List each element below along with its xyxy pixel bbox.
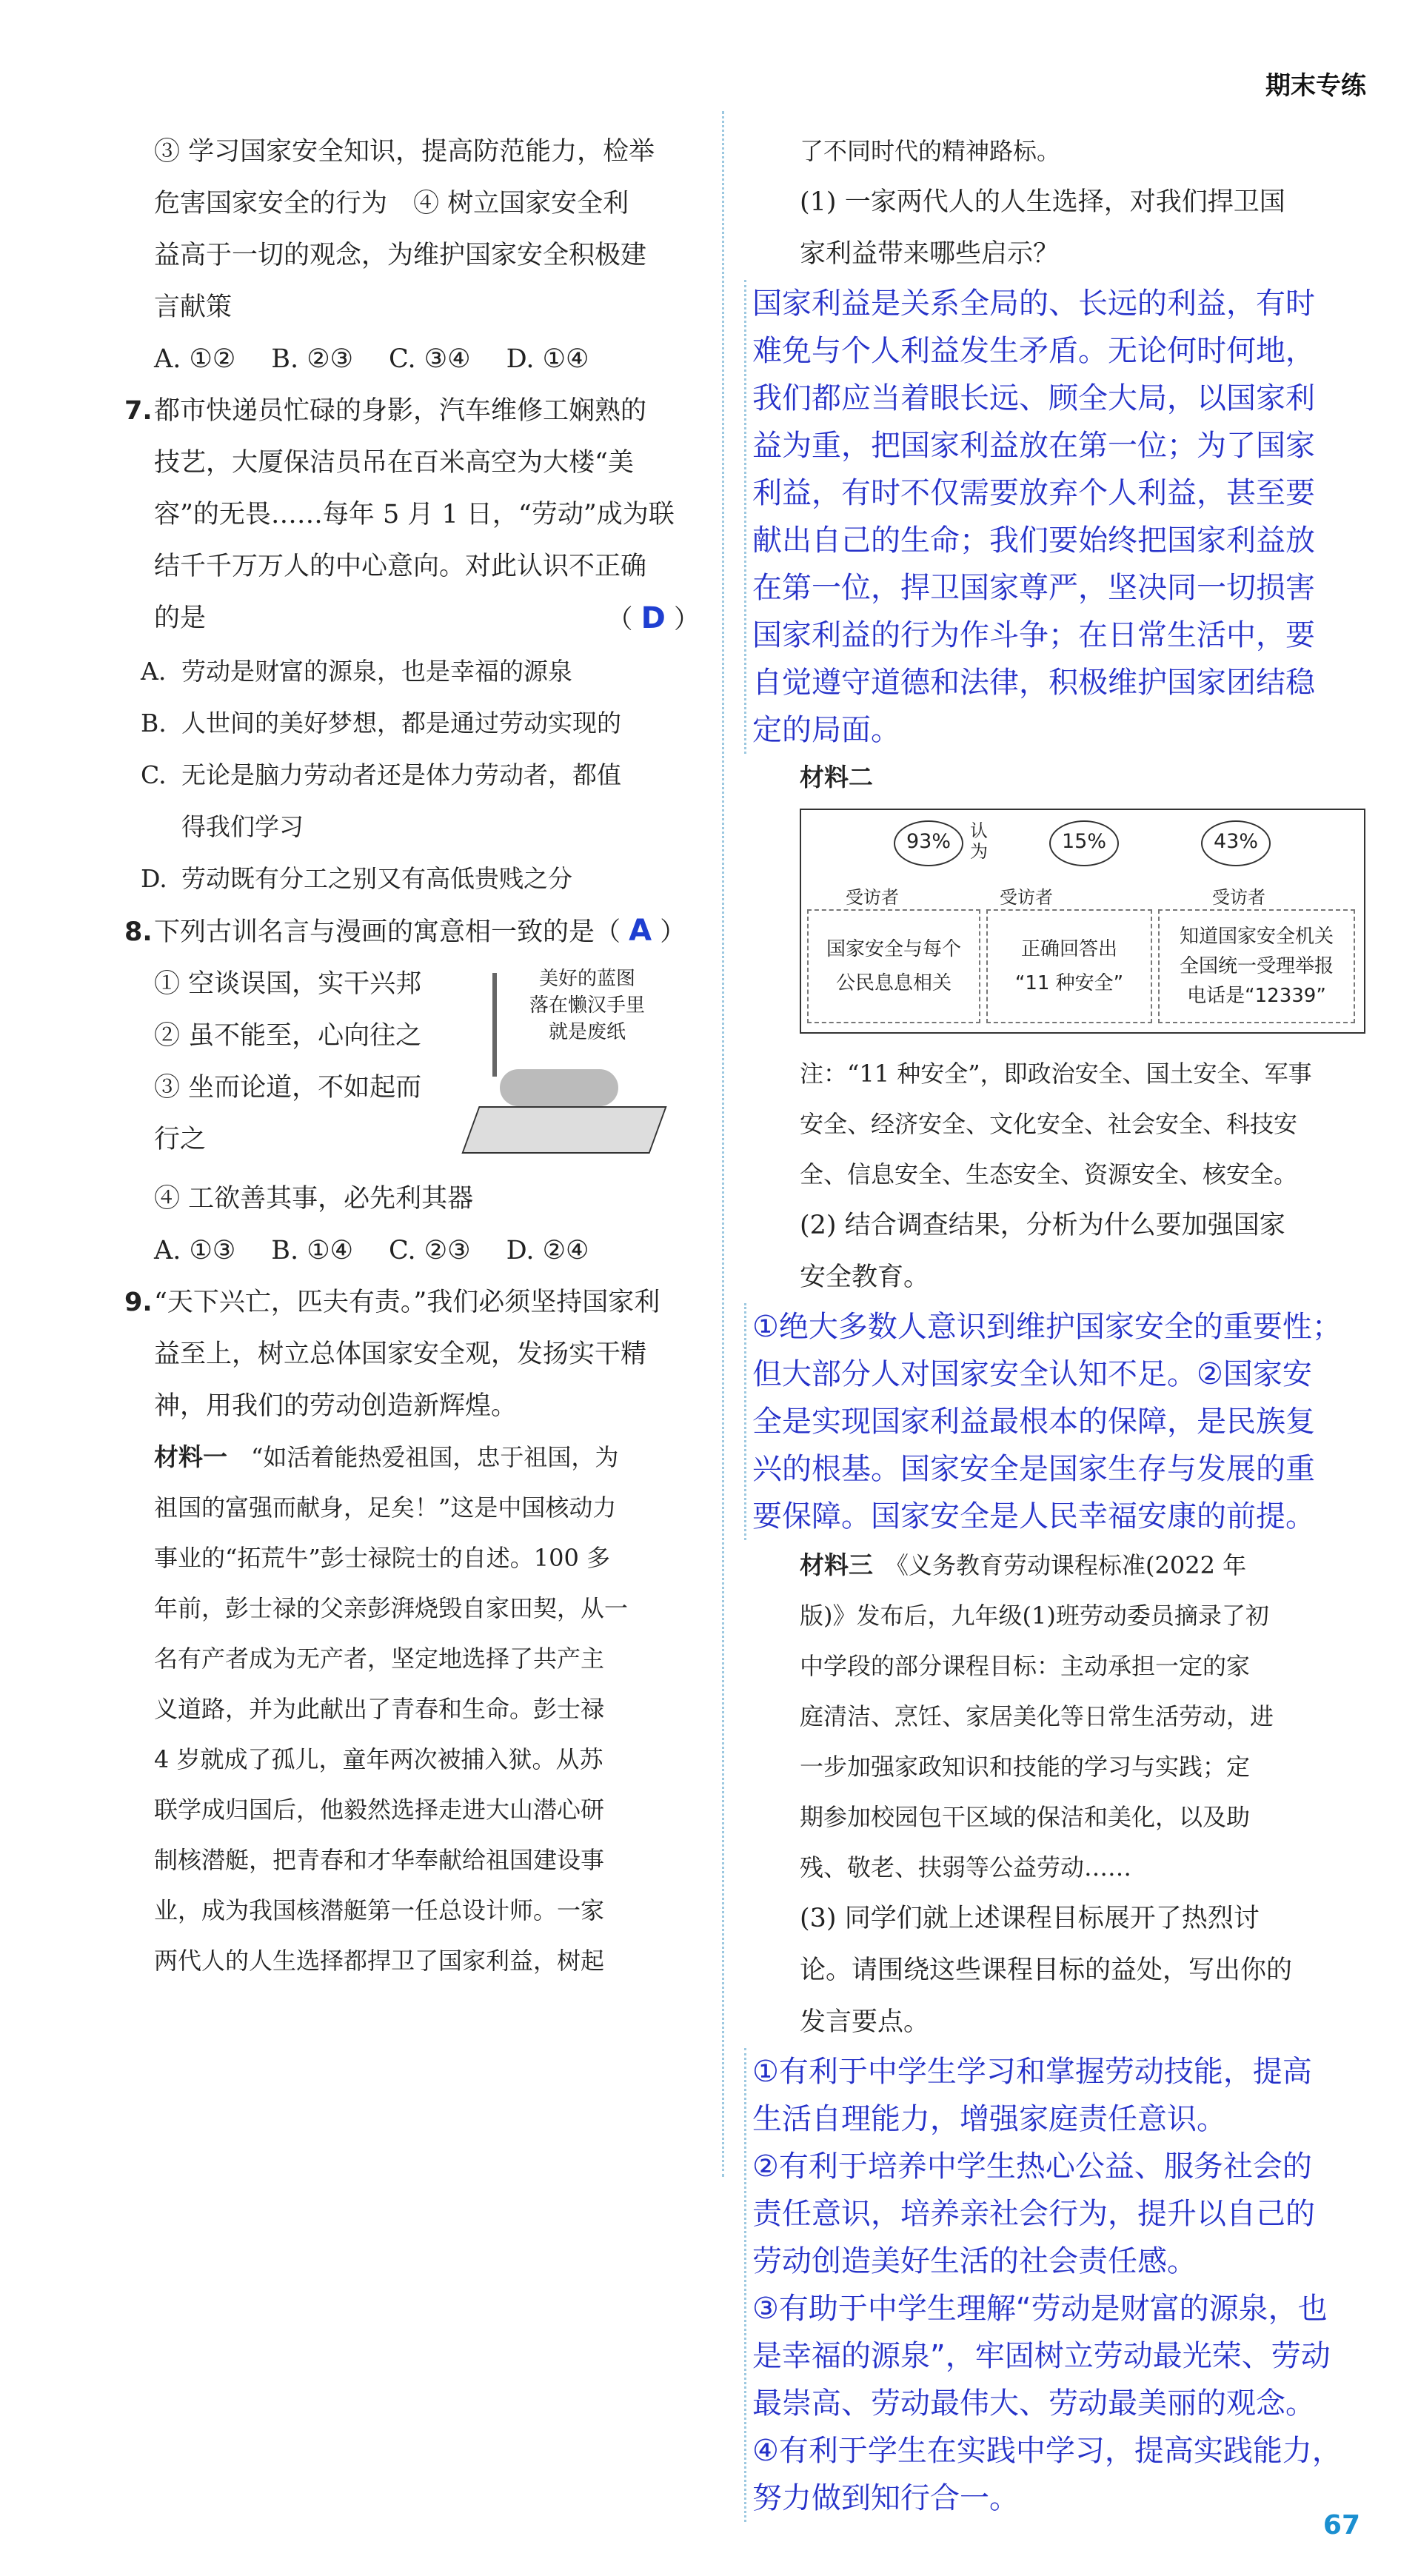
material1-line: 制核潜艇，把青春和才华奉献给祖国建设事 — [154, 1846, 605, 1874]
question-number: 8. — [124, 917, 153, 947]
question-number: 9. — [124, 1288, 153, 1317]
interviewee-label: 受访者 — [846, 887, 899, 908]
q7-stem — [126, 385, 700, 437]
answer-slot: （ D ） — [606, 601, 700, 635]
stem-line: 容”的无畏……每年 5 月 1 日，“劳动”成为联 — [154, 500, 675, 529]
q8-item: ③ 坐而论道，不如起而 — [154, 1073, 422, 1103]
material3-line: 庭清洁、烹饪、家居美化等日常生活劳动，进 — [800, 1702, 1274, 1730]
left-column — [126, 126, 700, 1986]
page-number: 67 — [1322, 2510, 1360, 2540]
material3-title: 材料三 — [800, 1550, 873, 1579]
cell-line: 知道国家安全机关 — [1179, 926, 1334, 948]
option: D. ①④ — [506, 344, 589, 374]
stem-line: 益至上，树立总体国家安全观，发扬实干精 — [154, 1339, 647, 1369]
option-text: 劳动是财富的源泉，也是幸福的源泉 — [181, 657, 572, 686]
question-number: 7. — [124, 396, 153, 426]
answer-line: 是幸福的源泉”，牢固树立劳动最光荣、劳动 — [752, 2339, 1331, 2373]
cell-line: 公民息息相关 — [835, 972, 952, 994]
q8-item: ① 空谈误国，实干兴邦 — [154, 969, 422, 999]
answer-line: ②有利于培养中学生热心公益、服务社会的 — [752, 2150, 1312, 2184]
option: D. ②④ — [506, 1236, 589, 1265]
question-1: (1) 一家两代人的人生选择，对我们捍卫国 — [800, 187, 1285, 217]
note-line: 安全、经济安全、文化安全、社会安全、科技安 — [800, 1110, 1298, 1138]
answer-line: 国家利益的行为作斗争；在日常生活中，要 — [752, 618, 1315, 652]
material3-line: 残、敬老、扶弱等公益劳动…… — [800, 1853, 1132, 1881]
answer-line: 我们都应当着眼长远、顾全大局，以国家利 — [752, 381, 1315, 415]
cell-line: “11 种安全” — [1014, 972, 1124, 994]
material1-line: 业，成为我国核潜艇第一任总设计师。一家 — [154, 1896, 605, 1924]
cell-line: 电话是“12339” — [1187, 985, 1326, 1007]
material3-line — [744, 1540, 1366, 1590]
material-text: “如活着能热爱祖国，忠于祖国，为 — [251, 1443, 619, 1471]
answer-line: 全是实现国家利益最根本的保障，是民族复 — [752, 1405, 1315, 1439]
q8-item: ④ 工欲善其事，必先利其器 — [154, 1184, 474, 1214]
material1-tail: 了不同时代的精神路标。 — [800, 137, 1061, 165]
caption-line: 美好的蓝图 — [539, 968, 636, 990]
q6-tail-line: ③ 学习国家安全知识，提高防范能力，检举 — [154, 137, 655, 167]
survey-figure — [800, 809, 1365, 1034]
answer-line: 最崇高、劳动最伟大、劳动最美丽的观念。 — [752, 2386, 1315, 2421]
material1-line: 事业的“拓荒牛”彭士禄院士的自述。100 多 — [154, 1544, 610, 1572]
option-text: 劳动既有分工之别又有高低贵贱之分 — [181, 864, 572, 893]
pct-bubble: 15% — [1049, 820, 1119, 866]
cell-line: 全国统一受理举报 — [1179, 955, 1334, 977]
material1-line: 联学成归国后，他毅然选择走进大山潜心研 — [154, 1796, 605, 1824]
question-2-cont: 安全教育。 — [800, 1262, 930, 1292]
interviewee-label: 受访者 — [1212, 887, 1265, 908]
material1-line — [126, 1432, 700, 1482]
material1-line: 祖国的富强而献身，足矣！”这是中国核动力 — [154, 1493, 617, 1522]
answer-line: 劳动创造美好生活的社会责任感。 — [752, 2244, 1197, 2278]
cell-line: 国家安全与每个 — [826, 938, 961, 960]
side-char: 为 — [970, 841, 988, 862]
note-line: 全、信息安全、生态安全、资源安全、核安全。 — [800, 1160, 1298, 1188]
question-2: (2) 结合调查结果，分析为什么要加强国家 — [800, 1211, 1285, 1240]
option-label: A. — [141, 657, 167, 686]
survey-cell — [807, 909, 980, 1023]
material3-line: 一步加强家政知识和技能的学习与实践；定 — [800, 1753, 1251, 1781]
option-line — [126, 749, 700, 801]
stem-line: 都市快递员忙碌的身影，汽车维修工娴熟的 — [154, 396, 647, 426]
option-label: B. — [141, 709, 167, 737]
material1-line: 年前，彭士禄的父亲彭湃烧毁自家田契，从一 — [154, 1594, 629, 1622]
note-line: 注：“11 种安全”，即政治安全、国土安全、军事 — [800, 1060, 1312, 1088]
option: A. ①③ — [154, 1236, 236, 1265]
option: B. ①④ — [271, 1236, 354, 1265]
column-divider — [722, 111, 724, 2177]
stem-line-last — [126, 592, 700, 646]
cell-line: 正确回答出 — [1020, 938, 1117, 960]
option-label: D. — [141, 864, 167, 893]
caption-line: 就是废纸 — [549, 1021, 626, 1043]
answer-1 — [744, 280, 1366, 754]
survey-cell — [986, 909, 1152, 1023]
question-3-cont: 论。请围绕这些课程目标的益处，写出你的 — [800, 1956, 1293, 1985]
answer-2 — [744, 1303, 1366, 1540]
bubble-side-label — [970, 820, 988, 862]
material-text: 《义务教育劳动课程标准(2022 年 — [897, 1551, 1247, 1579]
option-label: C. — [141, 760, 167, 789]
answer-line: 责任意识，培养亲社会行为，提升以自己的 — [752, 2197, 1315, 2231]
option-text: 人世间的美好梦想，都是通过劳动实现的 — [181, 709, 621, 737]
material3-line: 版)》发布后，九年级(1)班劳动委员摘录了初 — [800, 1602, 1269, 1630]
pct-bubble: 93% — [894, 820, 963, 866]
answer-line: ①有利于中学生学习和掌握劳动技能，提高 — [752, 2055, 1312, 2089]
pct-bubble: 43% — [1201, 820, 1271, 866]
answer-line: 在第一位，捍卫国家尊严，坚决同一切损害 — [752, 571, 1315, 605]
answer-line: 利益，有时不仅需要放弃个人利益，甚至要 — [752, 476, 1315, 510]
answer-line: ①绝大多数人意识到维护国家安全的重要性； — [752, 1310, 1342, 1344]
answer-line: 但大部分人对国家安全认知不足。②国家安 — [752, 1357, 1312, 1391]
q6-tail-line: 益高于一切的观念，为维护国家安全积极建 — [154, 241, 647, 270]
page-header: 期末专练 — [1265, 71, 1366, 101]
q6-tail-line: 言献策 — [154, 292, 233, 322]
q6-tail-line: 危害国家安全的行为 ④ 树立国家安全利 — [154, 189, 629, 218]
right-column — [744, 126, 1366, 2522]
answer-mark: A — [629, 914, 652, 948]
option: B. ②③ — [271, 344, 354, 374]
material2-title: 材料二 — [800, 763, 873, 792]
q8-body — [126, 958, 700, 1225]
answer-line: 益为重，把国家利益放在第一位；为了国家 — [752, 429, 1315, 463]
answer-line: 国家利益是关系全局的、长远的利益，有时 — [752, 287, 1315, 321]
material1-line: 名有产者成为无产者，坚定地选择了共产主 — [154, 1645, 605, 1673]
material1-line: 义道路，并为此献出了青春和生命。彭士禄 — [154, 1695, 605, 1723]
cartoon-caption — [529, 966, 645, 1046]
option-text: 无论是脑力劳动者还是体力劳动者，都值 — [181, 760, 621, 789]
answer-line: 自觉遵守道德和法律，积极维护国家团结稳 — [752, 666, 1315, 700]
option-continuation: 得我们学习 — [181, 812, 304, 841]
answer-line: 定的局面。 — [752, 713, 900, 747]
question-3: (3) 同学们就上述课程目标展开了热烈讨 — [800, 1904, 1260, 1933]
q6-options — [126, 333, 700, 385]
material1-line: 两代人的人生选择都捍卫了国家利益，树起 — [154, 1947, 605, 1975]
answer-line: 难免与个人利益发生矛盾。无论何时何地， — [752, 334, 1315, 368]
option: C. ③④ — [389, 344, 471, 374]
answer-mark: D — [641, 601, 666, 635]
q8-item: ② 虽不能至，心向往之 — [154, 1021, 422, 1051]
material1-title: 材料一 — [154, 1442, 227, 1471]
question-1-cont: 家利益带来哪些启示？ — [800, 239, 1060, 269]
answer-line: ④有利于学生在实践中学习，提高实践能力， — [752, 2434, 1342, 2468]
q9-stem — [126, 1277, 700, 1328]
stem-text: 的是 — [154, 603, 207, 633]
lazy-man-cartoon — [455, 958, 700, 1173]
interviewee-label: 受访者 — [1000, 887, 1053, 908]
material3-line: 期参加校园包干区域的保洁和美化，以及助 — [800, 1803, 1251, 1831]
option: A. ①② — [154, 344, 236, 374]
question-3-cont: 发言要点。 — [800, 2007, 930, 2037]
plant-illustration — [492, 973, 497, 1077]
answer-line: 努力做到知行合一。 — [752, 2481, 1019, 2515]
answer-line: 献出自己的生命；我们要始终把国家利益放 — [752, 523, 1315, 558]
option-line — [126, 697, 700, 749]
q8-stem: 8.下列古训名言与漫画的寓意相一致的是（ A ） — [126, 905, 700, 958]
survey-cell — [1158, 909, 1355, 1023]
book-illustration — [461, 1106, 666, 1154]
answer-line: 兴的根基。国家安全是国家生存与发展的重 — [752, 1452, 1315, 1486]
material1-line: 4 岁就成了孤儿，童年两次被捕入狱。从苏 — [154, 1745, 603, 1773]
stem-line: “天下兴亡，匹夫有责。”我们必须坚持国家利 — [154, 1288, 660, 1317]
option-line — [126, 853, 700, 905]
option: C. ②③ — [389, 1236, 471, 1265]
option-line — [126, 646, 700, 697]
answer-3 — [744, 2048, 1366, 2522]
answer-line: 要保障。国家安全是人民幸福安康的前提。 — [752, 1499, 1315, 1533]
sleeping-man-illustration — [500, 1069, 618, 1106]
stem-line: 结千千万万人的中心意向。对此认识不正确 — [154, 552, 647, 581]
material3-line: 中学段的部分课程目标：主动承担一定的家 — [800, 1652, 1251, 1680]
side-char: 认 — [970, 820, 988, 841]
stem-line: 神，用我们的劳动创造新辉煌。 — [154, 1391, 518, 1421]
caption-line: 落在懒汉手里 — [529, 994, 646, 1017]
stem-text: 下列古训名言与漫画的寓意相一致的是 — [154, 917, 595, 947]
answer-line: 生活自理能力，增强家庭责任意识。 — [752, 2102, 1226, 2136]
q8-item-cont: 行之 — [154, 1125, 207, 1154]
stem-line: 技艺，大厦保洁员吊在百米高空为大楼“美 — [154, 448, 634, 478]
answer-line: ③有助于中学生理解“劳动是财富的源泉，也 — [752, 2292, 1328, 2326]
q8-options — [126, 1225, 700, 1277]
